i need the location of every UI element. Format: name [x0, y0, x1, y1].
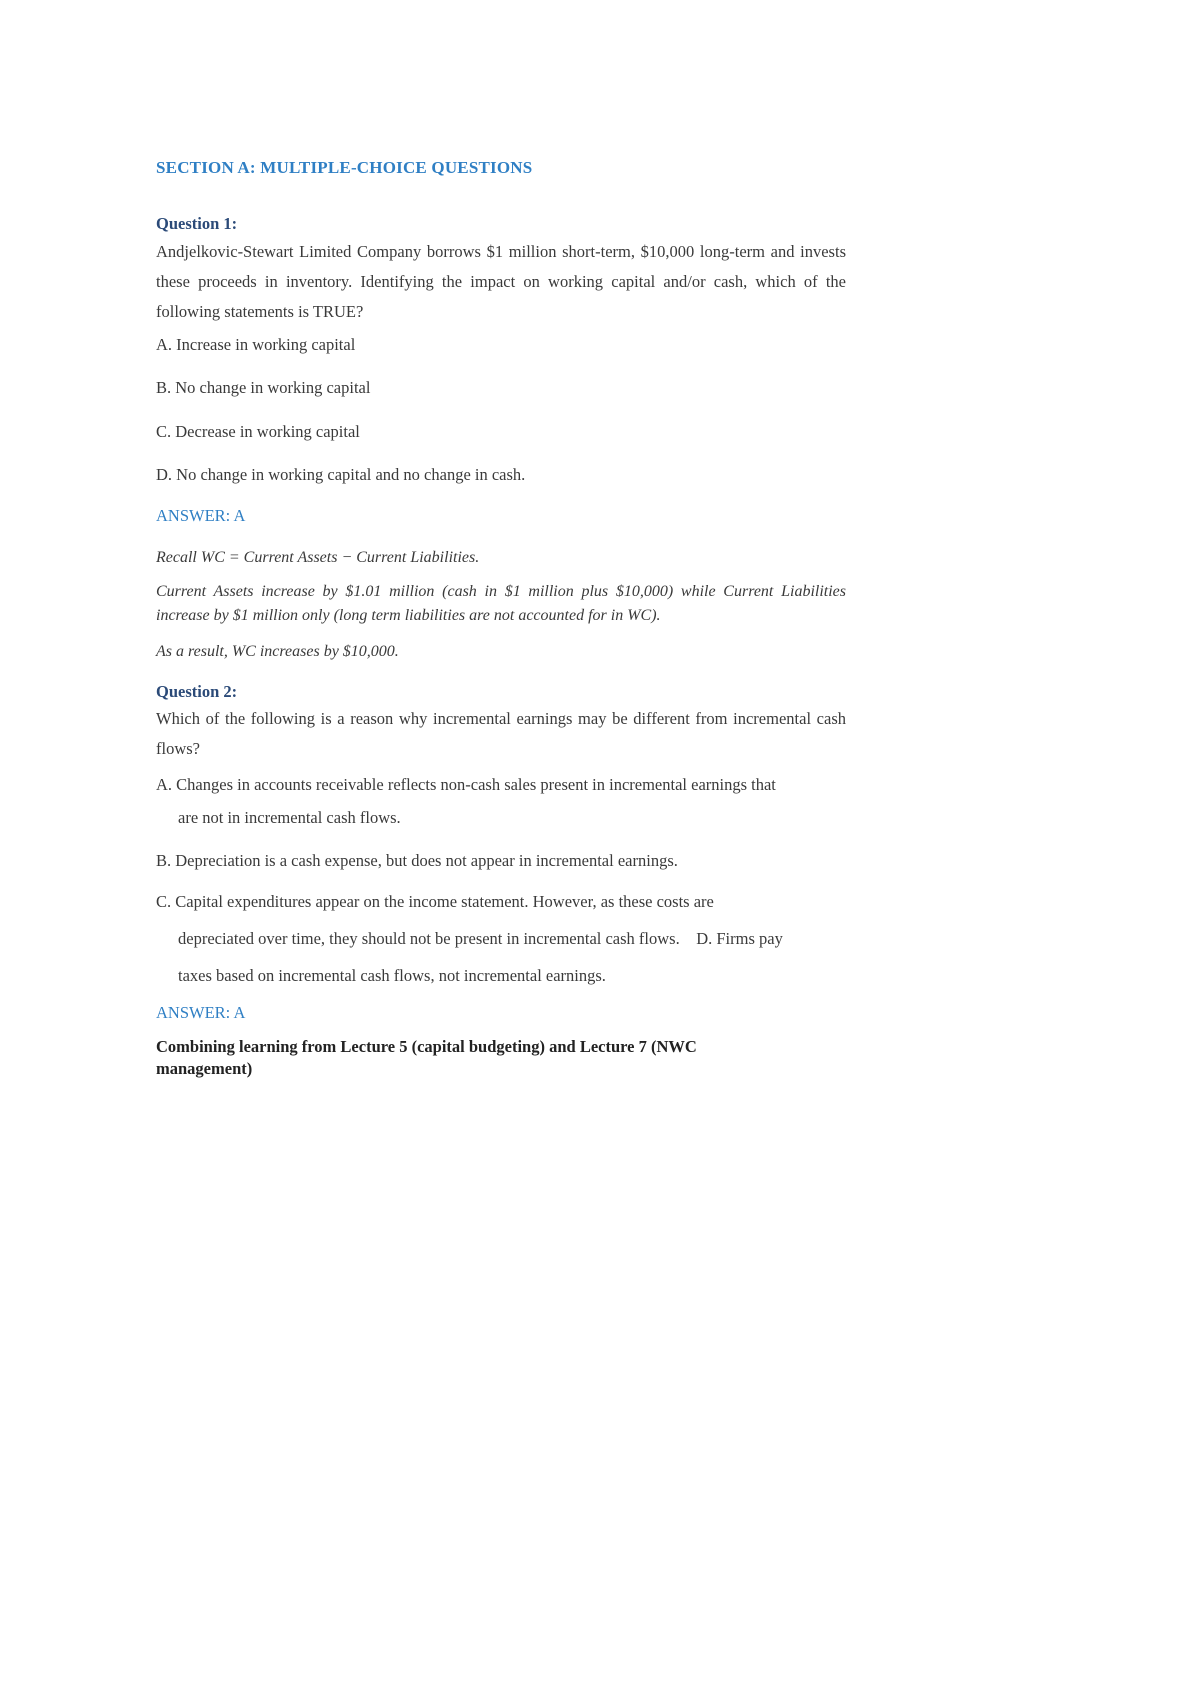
question-1-option-c: C. Decrease in working capital	[156, 422, 360, 441]
question-1-heading: Question 1:	[156, 214, 238, 233]
question-2-text: Which of the following is a reason why incremental earnings may be different from incremental cash flows?	[156, 709, 846, 758]
section-title: SECTION A: MULTIPLE-CHOICE QUESTIONS	[156, 158, 533, 177]
question-2-option-c	[156, 883, 846, 994]
question-1-answer: ANSWER: A	[156, 506, 246, 525]
question-2-answer: ANSWER: A	[156, 1003, 246, 1022]
question-2-option-c-line-1: C. Capital expenditures appear on the income statement. However, as these costs are	[156, 892, 714, 911]
question-1-result: As a result, WC increases by $10,000.	[156, 643, 399, 660]
question-1-text: Andjelkovic-Stewart Limited Company borrows $1 million short-term, $10,000 long-term and invests these proceeds in inventory. Identifying the impact on working capital and/or cash, which of the following statements is TRUE?	[156, 242, 846, 321]
question-1-option-a: A. Increase in working capital	[156, 335, 356, 354]
question-2-note: Combining learning from Lecture 5 (capital budgeting) and Lecture 7 (NWC management)	[156, 1037, 697, 1078]
question-1-option-d: D. No change in working capital and no change in cash.	[156, 465, 526, 484]
question-2-option-b: B. Depreciation is a cash expense, but does not appear in incremental earnings.	[156, 851, 678, 870]
question-2-option-a	[156, 768, 846, 834]
question-2-option-a-line-1: A. Changes in accounts receivable reflects non-cash sales present in incremental earnings that	[156, 775, 776, 794]
question-1-explanation: Current Assets increase by $1.01 million (cash in $1 million plus $10,000) while Current Liabilities increase by $1 million only (long term liabilities are not accounted for in WC).	[156, 583, 846, 624]
question-2-heading: Question 2:	[156, 682, 238, 701]
question-1-recall: Recall WC = Current Assets − Current Liabilities.	[156, 549, 480, 566]
question-1-option-b: B. No change in working capital	[156, 378, 371, 397]
question-2-option-c-line-3: taxes based on incremental cash flows, not incremental earnings.	[178, 966, 606, 985]
question-2-option-a-line-2: are not in incremental cash flows.	[178, 808, 401, 827]
question-2-option-c-line-2: depreciated over time, they should not be present in incremental cash flows. D. Firms pay	[178, 929, 783, 948]
